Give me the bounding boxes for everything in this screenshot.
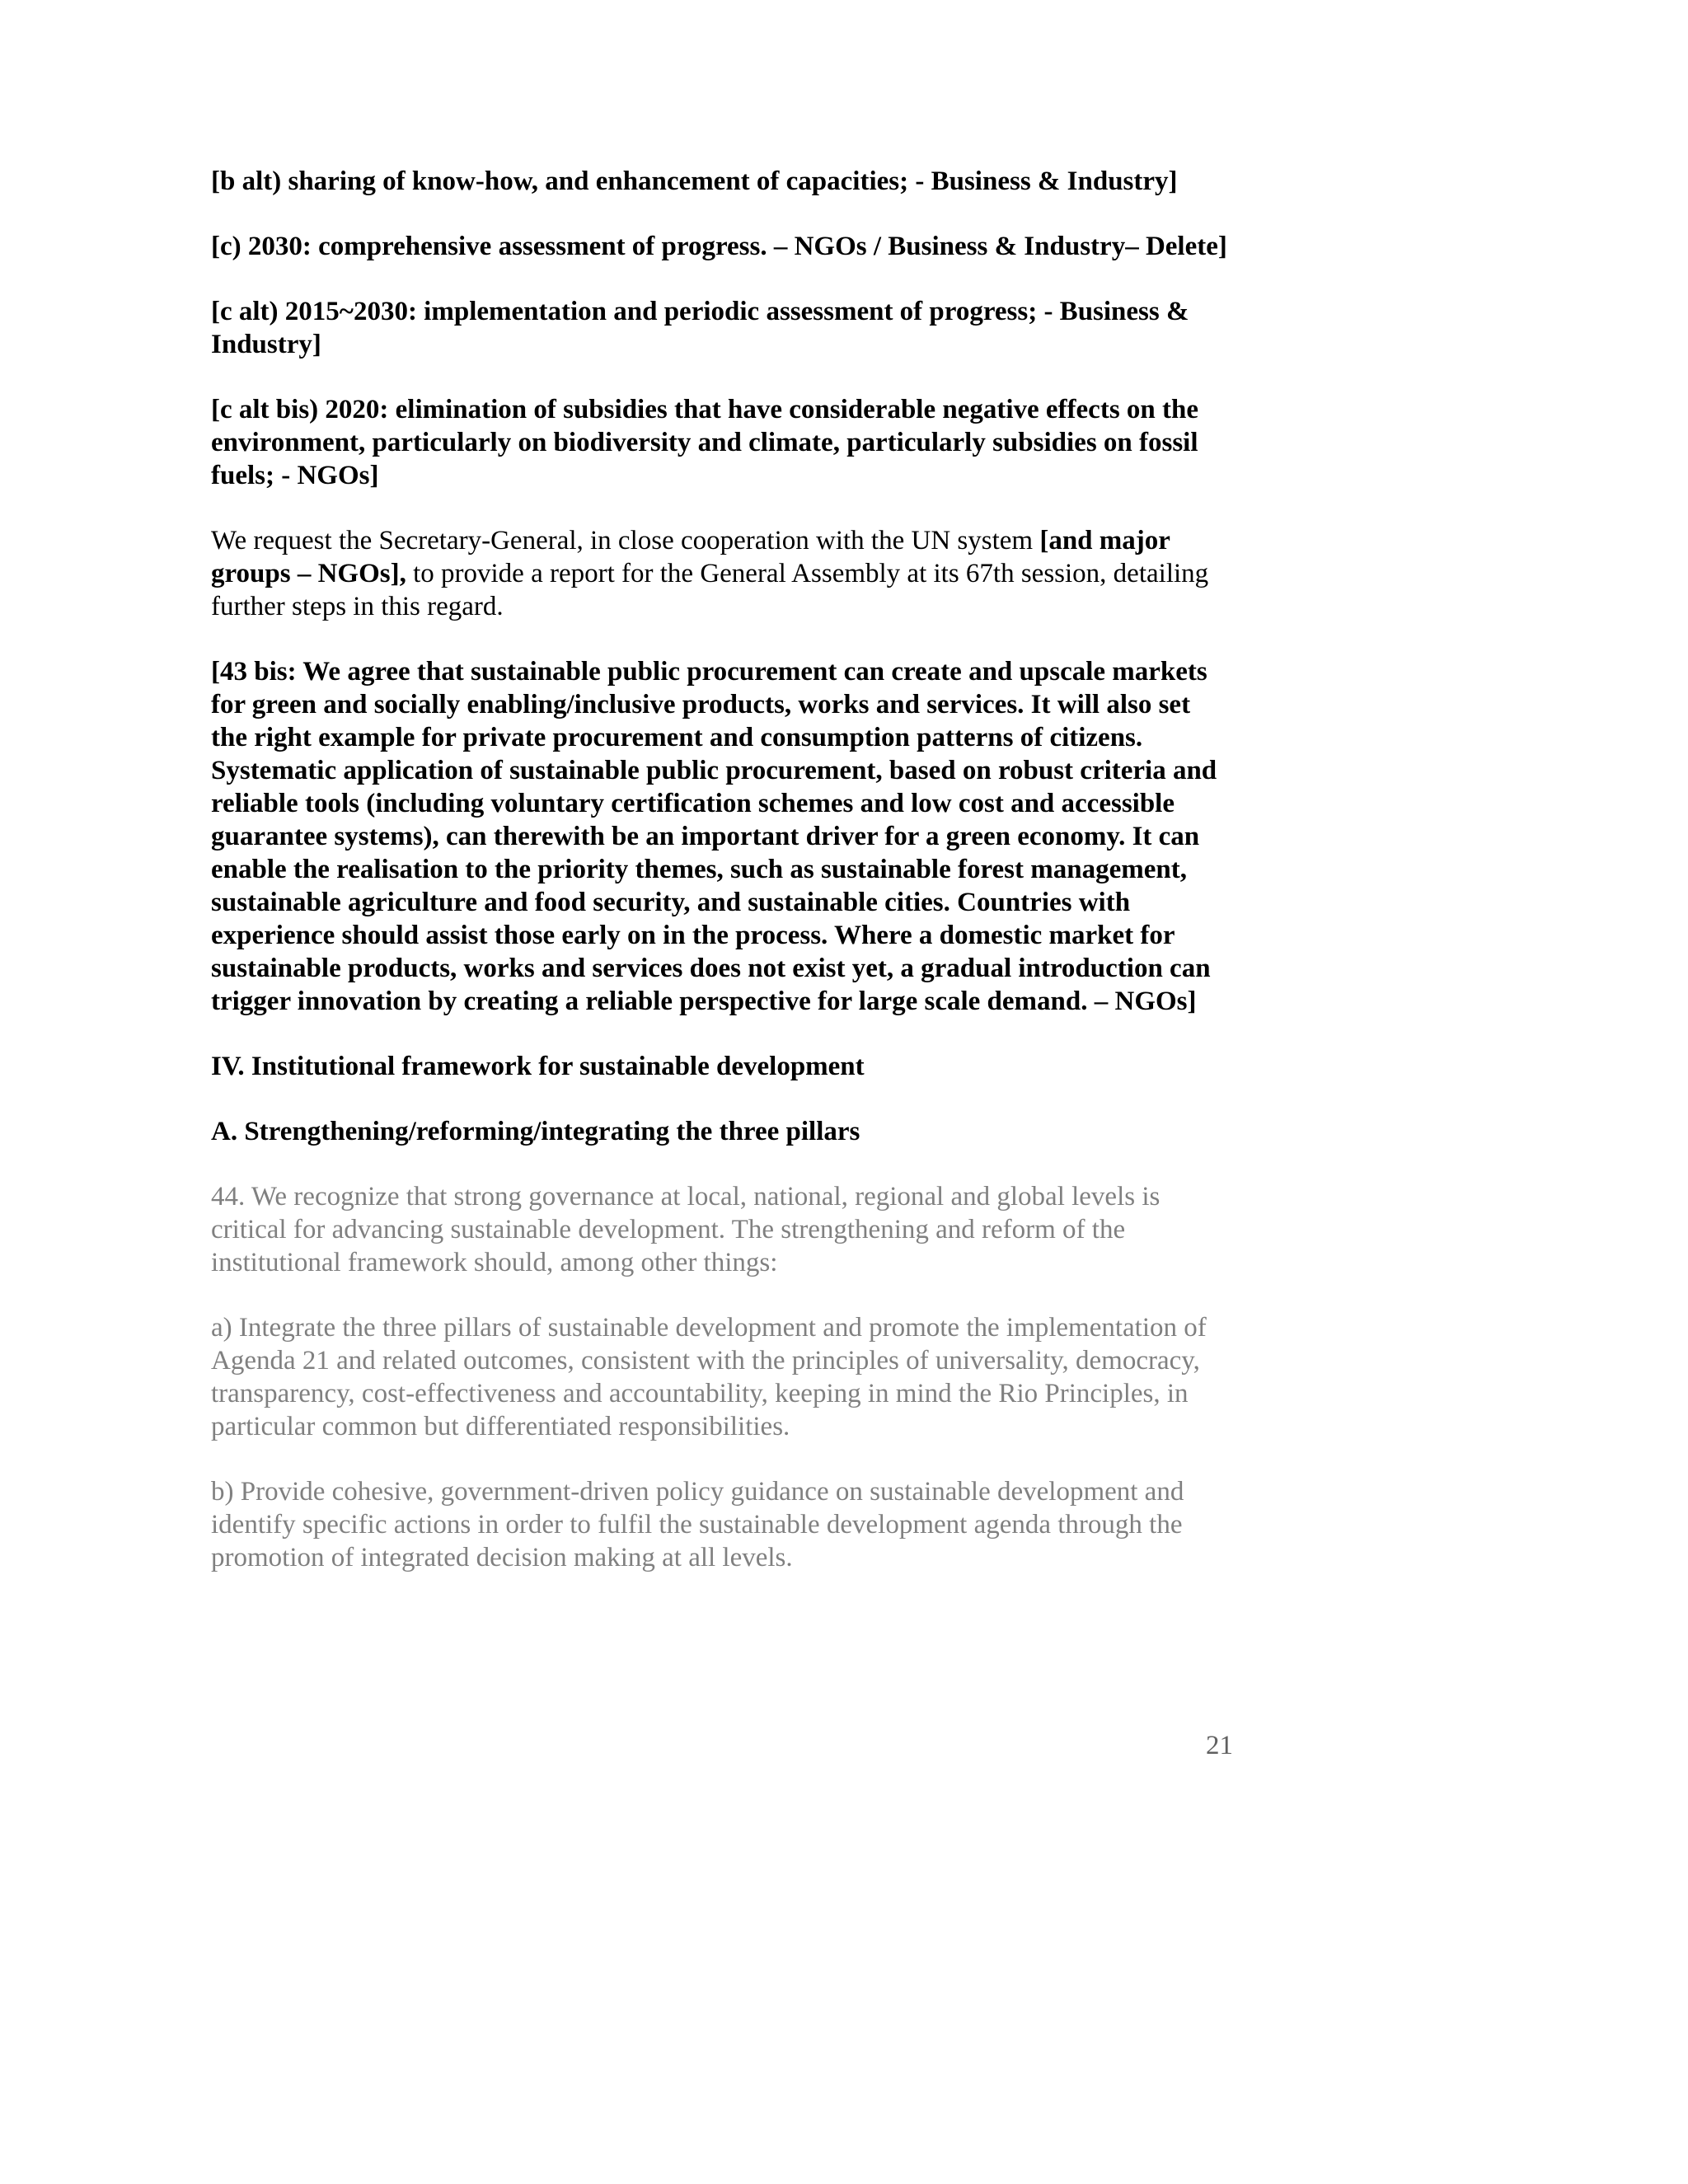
subsection-heading-a: A. Strengthening/reforming/integrating the three pillars [211,1117,860,1146]
paragraph-b-alt: [b alt) sharing of know-how, and enhancement of capacities; - Business & Industry] [211,166,1178,196]
request-text-1: We request the Secretary-General, in close cooperation with the UN system [211,526,1040,555]
request-insert-ngos: [and major groups – NGOs], [211,526,1170,588]
paragraph-c-alt: [c alt) 2015~2030: implementation and periodic assessment of progress; - Business & Industry] [211,297,1189,359]
paragraph-44: 44. We recognize that strong governance at local, national, regional and global levels is critical for advancing sustainable development. The strengthening and reform of the institutional framework should, among other things: [211,1182,1160,1277]
paragraph-44-a: a) Integrate the three pillars of sustainable development and promote the implementation of Agenda 21 and related outcomes, consistent with the principles of universality, democracy, transparency, cost-effectiveness and accountability, keeping in mind the Rio Principles, in particular common but differentiated responsibilities. [211,1313,1207,1441]
section-heading-iv: IV. Institutional framework for sustainable development [211,1052,865,1081]
paragraph-c: [c) 2030: comprehensive assessment of progress. – NGOs / Business & Industry– Delete] [211,232,1227,261]
page-number: 21 [1206,1731,1233,1760]
request-text-2: to provide a report for the General Assembly at its 67th session, detailing further steps in this regard. [211,559,1209,621]
paragraph-request [211,524,1233,623]
paragraph-c-alt-bis: [c alt bis) 2020: elimination of subsidies that have considerable negative effects on the environment, particularly on biodiversity and climate, particularly subsidies on fossil fuels; - NGOs] [211,395,1199,490]
paragraph-43-bis: [43 bis: We agree that sustainable public procurement can create and upscale markets for green and socially enabling/inclusive products, works and services. It will also set the right example for private procurement and consumption patterns of citizens. Systematic application of sustainable public procurement, based on robust criteria and reliable tools (including voluntary certification schemes and low cost and accessible guarantee systems), can therewith be an important driver for a green economy. It can enable the realisation to the priority themes, such as sustainable forest management, sustainable agriculture and food security, and sustainable cities. Countries with experience should assist those early on in the process. Where a domestic market for sustainable products, works and services does not exist yet, a gradual introduction can trigger innovation by creating a reliable perspective for large scale demand. – NGOs] [211,657,1217,1016]
document-body [211,165,1233,1606]
paragraph-44-b: b) Provide cohesive, government-driven policy guidance on sustainable development and identify specific actions in order to fulfil the sustainable development agenda through the promotion of integrated decision making at all levels. [211,1477,1184,1572]
